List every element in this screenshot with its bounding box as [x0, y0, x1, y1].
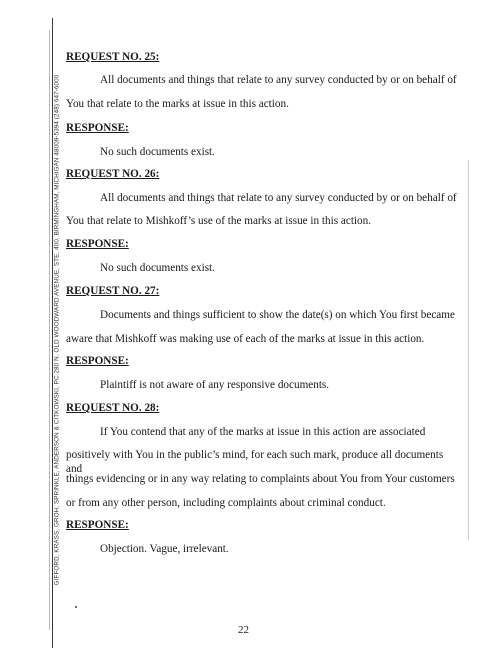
request-28-line-2: positively with You in the public’s mind, for each such mark, produce all documents and	[66, 449, 444, 475]
request-27-line-2: aware that Mishkoff was making use of each of the marks at issue in this action.	[66, 333, 425, 345]
response-28-text: Objection. Vague, irrelevant.	[100, 543, 229, 555]
response-27-heading: RESPONSE:	[66, 355, 129, 367]
response-26-heading: RESPONSE:	[66, 238, 129, 250]
response-25-text: No such documents exist.	[100, 146, 215, 158]
request-28-line-4: or from any other person, including complaints about criminal conduct.	[66, 497, 386, 509]
margin-rule-inner	[49, 30, 50, 630]
right-margin-rule	[468, 160, 469, 540]
request-25-line-2: You that relate to the marks at issue in this action.	[66, 98, 289, 110]
request-26-line-1: All documents and things that relate to any survey conducted by or on behalf of	[100, 192, 457, 204]
response-27-text: Plaintiff is not aware of any responsive documents.	[100, 379, 330, 391]
request-25-line-1: All documents and things that relate to any survey conducted by or on behalf of	[100, 74, 457, 86]
request-28-line-1: If You contend that any of the marks at issue in this action are associated	[100, 426, 426, 438]
response-28-heading: RESPONSE:	[66, 519, 129, 531]
request-28-line-3: things evidencing or in any way relating to complaints about You from Your customers	[66, 473, 455, 485]
request-26-line-2: You that relate to Mishkoff’s use of the marks at issue in this action.	[66, 215, 372, 227]
request-27-line-1: Documents and things sufficient to show the date(s) on which You first became	[100, 309, 455, 321]
page-number: 22	[238, 624, 249, 636]
request-25-heading: REQUEST NO. 25:	[66, 51, 160, 63]
response-25-heading: RESPONSE:	[66, 122, 129, 134]
request-27-heading: REQUEST NO. 27:	[66, 285, 160, 297]
request-28-heading: REQUEST NO. 28:	[66, 402, 160, 414]
response-26-text: No such documents exist.	[100, 262, 215, 274]
request-26-heading: REQUEST NO. 26:	[66, 168, 160, 180]
firm-address-text: GIFFORD, KRASS, GROH, SPRINKLE, ANDERSON & CITKOWSKI, PC 280 N. OLD WOODWARD AVENUE, STE. 400, BIRMINGHAM, MICHIGAN 48009-5394 (248) 647-6000	[53, 74, 61, 586]
speck-mark	[75, 606, 77, 608]
